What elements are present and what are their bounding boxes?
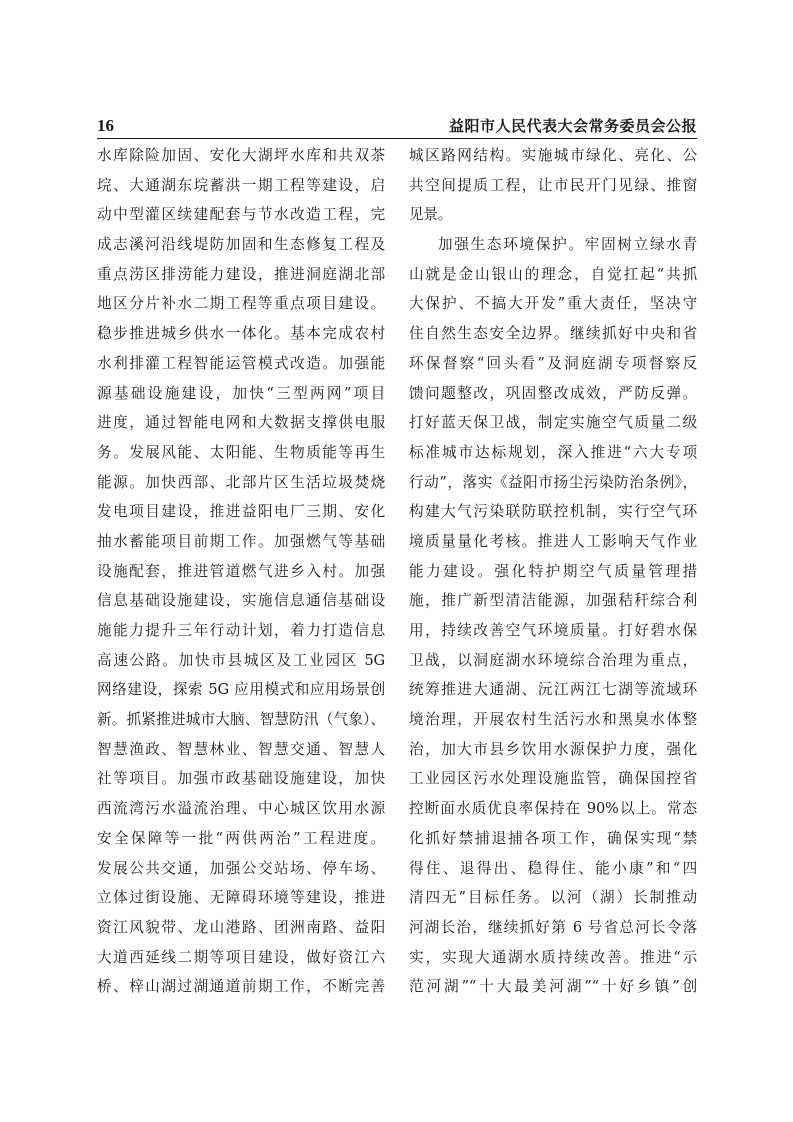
text-line: 境质量量化考核。推进人工影响天气作业 (409, 532, 697, 550)
page-header (97, 114, 697, 138)
section-first-line-text: 牢固树立绿水青 (584, 236, 697, 254)
left-column (97, 141, 385, 1002)
text-line: 范河湖”“十大最美河湖”“十好乡镇”创 (409, 978, 697, 996)
text-line: 用，持续改善空气环境质量。打好碧水保 (409, 622, 697, 639)
text-line: 标准城市达标规划，深入推进“六大专项 (409, 443, 697, 461)
text-line: 重点涝区排涝能力建设，推进洞庭湖北部 (97, 265, 385, 283)
text-line: 抽水蓄能项目前期工作。加强燃气等基础 (97, 532, 385, 550)
text-line: 大保护、不搞大开发”重大责任，坚决守 (409, 295, 697, 313)
text-line: 工业园区污水处理设施监管，确保国控省 (409, 770, 697, 788)
text-line: 水利排灌工程智能运管模式改造。加强能 (97, 354, 385, 372)
text-line: 发电项目建设，推进益阳电厂三期、安化 (97, 503, 385, 521)
text-line: 施，推广新型清洁能源，加强秸秆综合利 (409, 592, 697, 610)
text-line: 动中型灌区续建配套与节水改造工程，完 (97, 206, 385, 224)
right-column (409, 141, 697, 1002)
text-line: 水库除险加固、安化大湖坪水库和共双茶 (97, 147, 385, 164)
text-line: 共空间提质工程，让市民开门见绿、推窗 (409, 176, 697, 194)
text-line: 大道西延线二期等项目建设，做好资江六 (97, 948, 385, 966)
text-line: 馈问题整改，巩固整改成效，严防反弹。 (409, 384, 697, 402)
text-line: 进度，通过智能电网和大数据支撑供电服 (97, 414, 385, 432)
text-line: 信息基础设施建设，实施信息通信基础设 (97, 592, 385, 610)
text-line: 成志溪河沿线堤防加固和生态修复工程及 (97, 236, 385, 254)
text-line: 统筹推进大通湖、沅江两江七湖等流域环 (409, 681, 697, 699)
text-line: 高速公路。加快市县城区及工业园区 5G (97, 651, 385, 669)
text-line: 化抓好禁捕退捕各项工作，确保实现“禁 (409, 829, 697, 847)
text-line: 住自然生态安全边界。继续抓好中央和省 (409, 325, 697, 343)
text-line: 河湖长治，继续抓好第 6 号省总河长令落 (409, 918, 697, 936)
text-line: 稳步推进城乡供水一体化。基本完成农村 (97, 325, 385, 343)
text-line: 桥、梓山湖过湖通道前期工作，不断完善 (97, 978, 385, 996)
text-line: 务。发展风能、太阳能、生物质能等再生 (97, 443, 385, 461)
text-line: 得住、退得出、稳得住、能小康”和“四 (409, 859, 697, 877)
text-line: 社等项目。加强市政基础设施建设，加快 (97, 770, 385, 788)
text-line: 控断面水质优良率保持在 90%以上。常态 (409, 800, 697, 818)
text-line: 施能力提升三年行动计划，着力打造信息 (97, 622, 385, 639)
text-line: 行动”，落实《益阳市扬尘污染防治条例》， (409, 473, 697, 491)
text-line: 城区路网结构。实施城市绿化、亮化、公 (409, 147, 697, 164)
text-line: 山就是金山银山的理念，自觉扛起“共抓 (409, 265, 697, 283)
section-heading: 加强生态环境保护。 (438, 236, 585, 254)
text-line: 能力建设。强化特护期空气质量管理措 (409, 562, 697, 580)
text-line: 资江风貌带、龙山港路、团洲南路、益阳 (97, 918, 385, 936)
text-line: 安全保障等一批“两供两治”工程进度。 (97, 829, 385, 847)
text-line: 治，加大市县乡饮用水源保护力度，强化 (409, 740, 697, 758)
text-line: 实，实现大通湖水质持续改善。推进“示 (409, 948, 697, 966)
text-line: 垸、大通湖东垸蓄洪一期工程等建设，启 (97, 176, 385, 194)
text-line: 环保督察“回头看”及洞庭湖专项督察反 (409, 354, 697, 372)
page-number: 16 (97, 116, 114, 135)
text-line: 打好蓝天保卫战，制定实施空气质量二级 (409, 414, 697, 432)
journal-title: 益阳市人民代表大会常务委员会公报 (448, 117, 697, 135)
text-line: 设施配套，推进管道燃气进乡入村。加强 (97, 562, 385, 580)
text-line: 境治理，开展农村生活污水和黑臭水体整 (409, 711, 697, 729)
text-line: 网络建设，探索 5G 应用模式和应用场景创 (97, 681, 385, 699)
text-line: 发展公共交通，加强公交站场、停车场、 (97, 859, 385, 877)
text-line: 源基础设施建设，加快“三型两网”项目 (97, 384, 385, 402)
section-first-line (409, 230, 697, 260)
text-line: 见景。 (409, 206, 453, 224)
text-line: 新。抓紧推进城市大脑、智慧防汛（气象）、 (97, 711, 385, 729)
text-line: 构建大气污染联防联控机制，实行空气环 (409, 503, 697, 521)
text-line: 卫战，以洞庭湖水环境综合治理为重点， (409, 651, 697, 669)
header-divider (97, 138, 697, 139)
text-line: 能源。加快西部、北部片区生活垃圾焚烧 (97, 473, 385, 491)
text-line: 清四无”目标任务。以河（湖）长制推动 (409, 889, 697, 907)
text-line: 地区分片补水二期工程等重点项目建设。 (97, 295, 385, 313)
text-line: 西流湾污水溢流治理、中心城区饮用水源 (97, 800, 385, 818)
text-line: 立体过街设施、无障碍环境等建设，推进 (97, 889, 385, 907)
text-line: 智慧渔政、智慧林业、智慧交通、智慧人 (97, 740, 385, 758)
